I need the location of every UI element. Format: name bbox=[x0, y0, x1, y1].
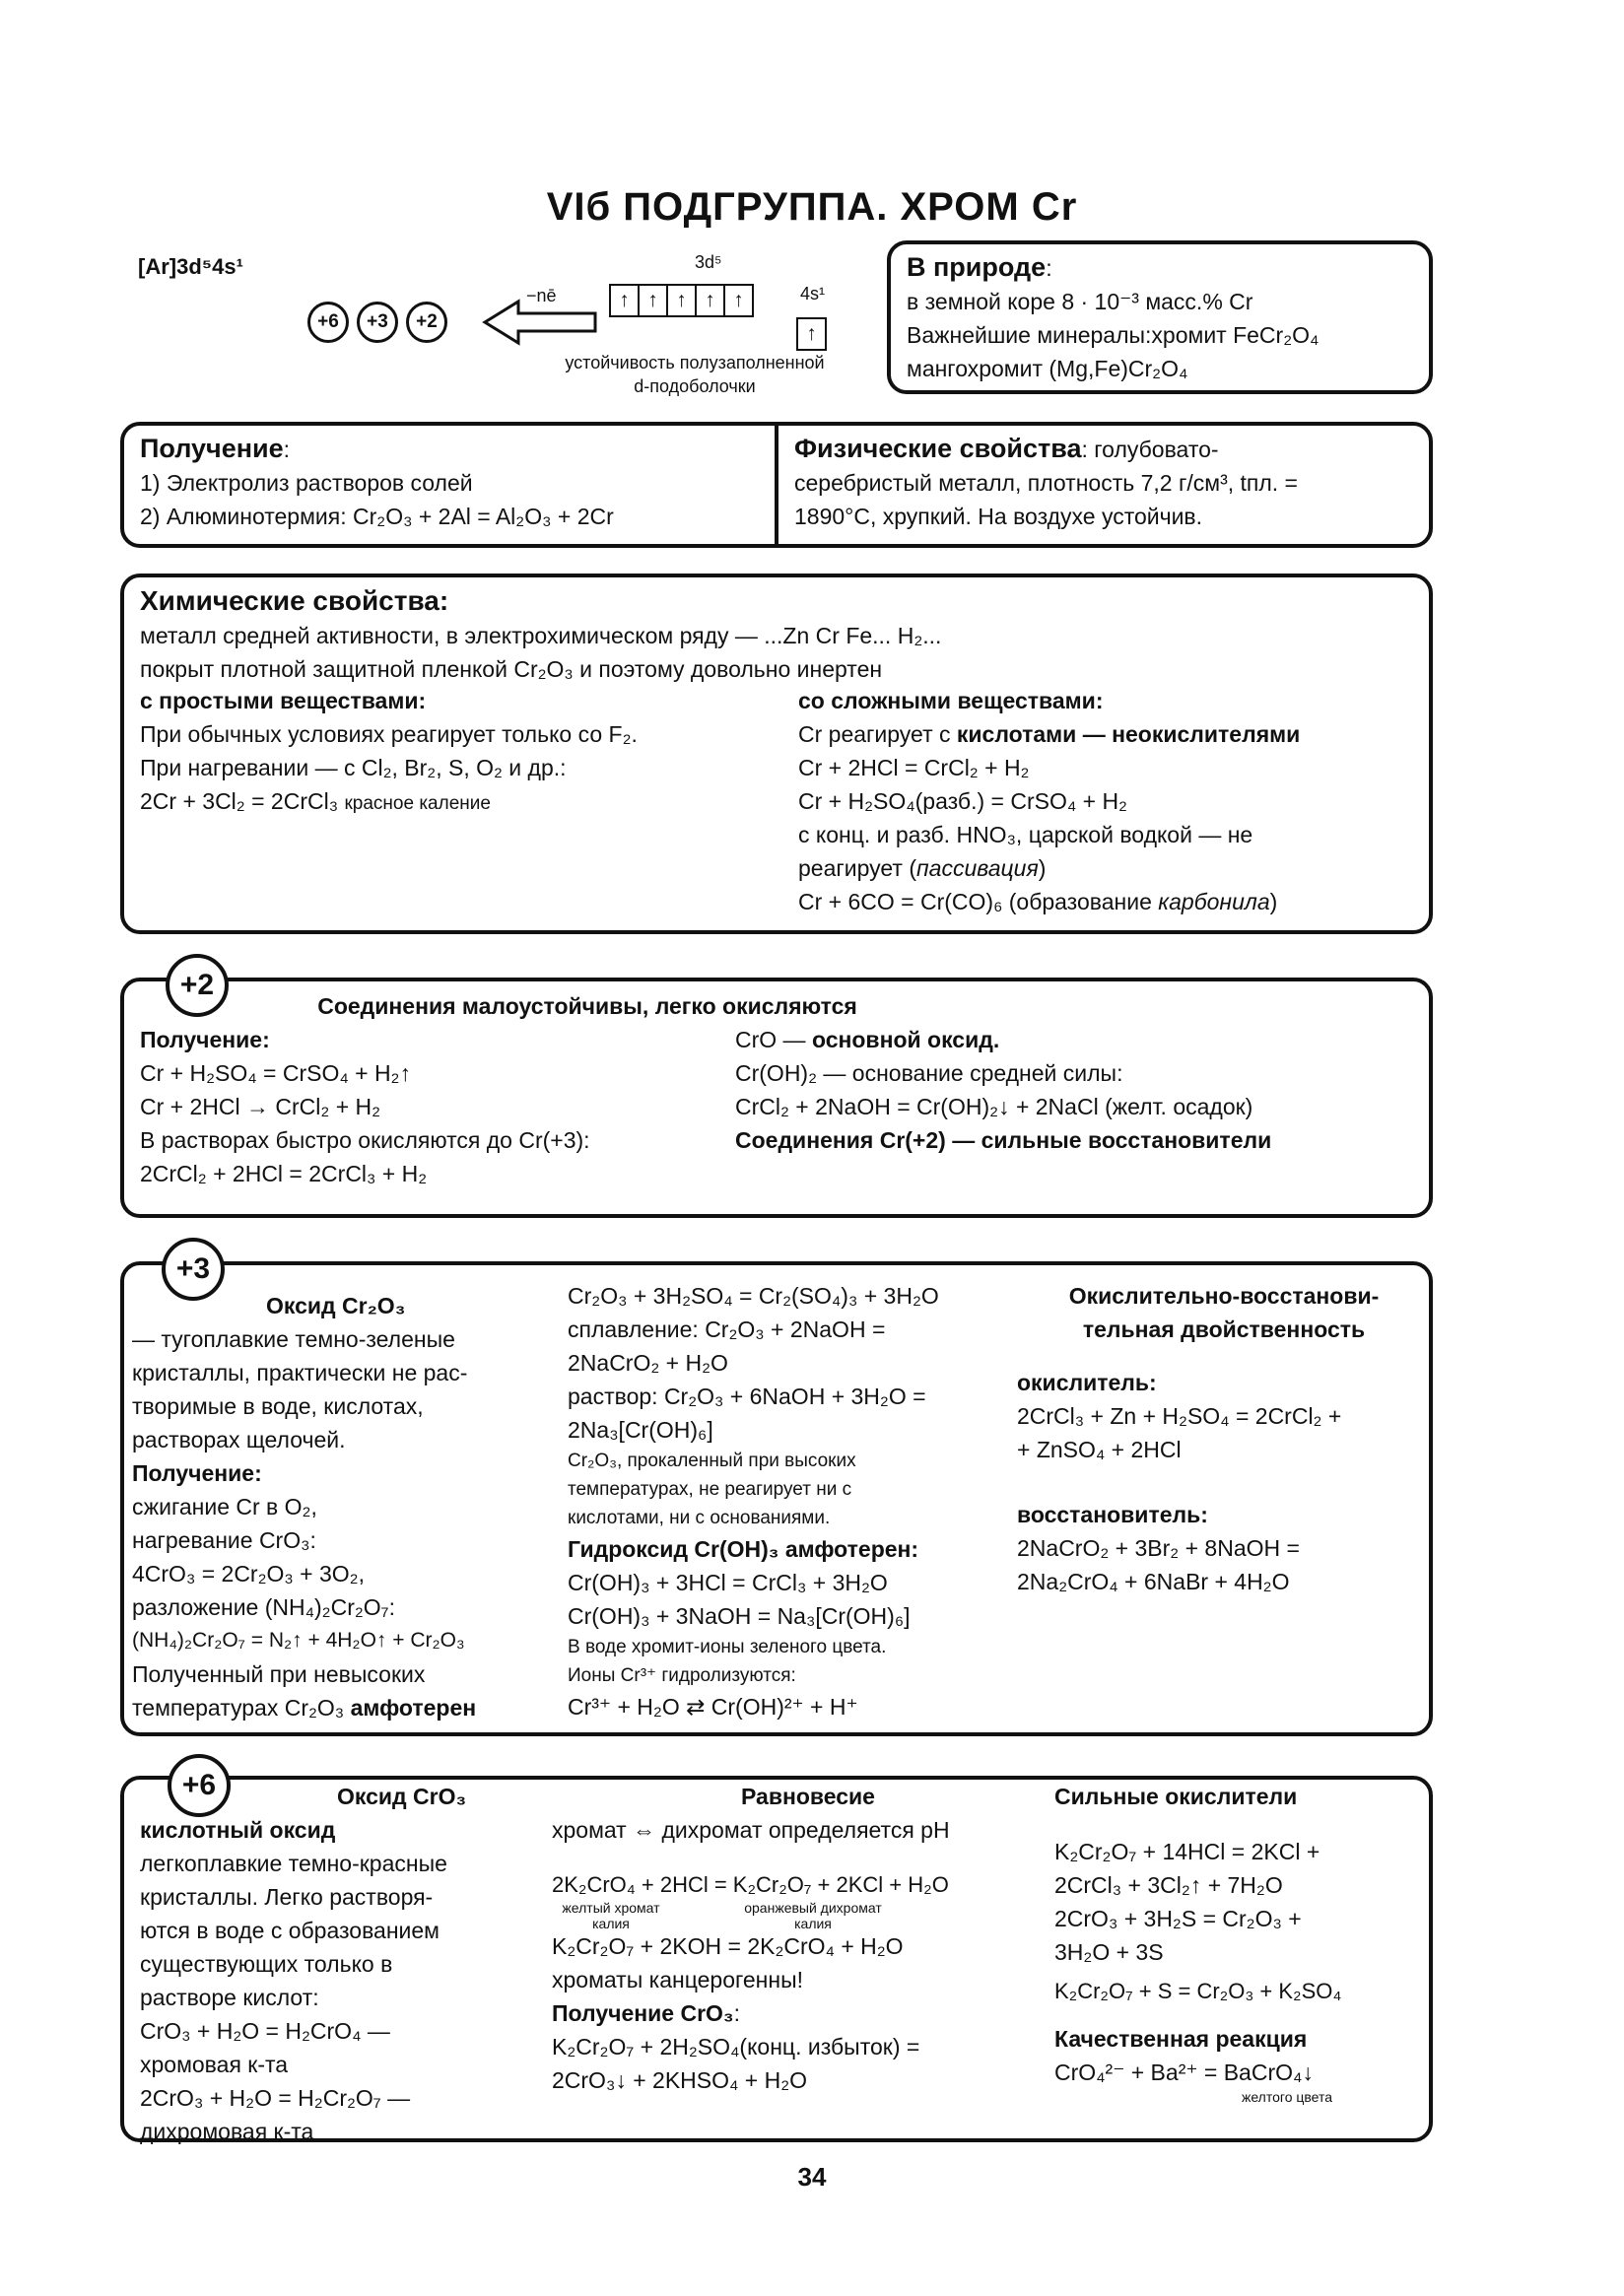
orbital-4s-cells bbox=[796, 317, 825, 351]
chemical-properties-box bbox=[120, 574, 1433, 934]
plus3-production-line: сжигание Cr в O₂, bbox=[132, 1494, 317, 1519]
plus3-oxide-line: кристаллы, практически не рас- bbox=[132, 1360, 468, 1385]
nature-heading: В природе bbox=[907, 252, 1047, 282]
plus2-production-line: В растворах быстро окисляются до Cr(+3): bbox=[140, 1127, 590, 1153]
cro3-production-colon: : bbox=[733, 2000, 740, 2026]
strong-oxidizers-heading: Сильные окислители bbox=[1054, 1784, 1298, 1809]
plus6-left-line: ются в воде с образованием bbox=[140, 1918, 440, 1943]
orbital-cell: ↑ bbox=[695, 284, 725, 317]
plus3-mid-small2: В воде хромит-ионы зеленого цвета. bbox=[568, 1637, 887, 1657]
acidic-oxide: кислотный оксид bbox=[140, 1817, 336, 1843]
page-number: 34 bbox=[797, 2162, 827, 2192]
plus6-left-line: 2CrO₃ + H₂O = H₂Cr₂O₇ — bbox=[140, 2085, 411, 2111]
physical-heading: Физические свойства bbox=[794, 434, 1082, 463]
orbital-note bbox=[532, 351, 857, 398]
yellow-color-note: желтого цвета bbox=[1242, 2089, 1333, 2105]
plus3-production-line: 4CrO₃ = 2Cr₂O₃ + 3O₂, bbox=[132, 1561, 365, 1587]
page-title: VIб ПОДГРУППА. ХРОМ Cr bbox=[546, 185, 1078, 229]
oxidizer-line: + ZnSO₄ + 2HCl bbox=[1017, 1437, 1182, 1462]
complex-line: с конц. и разб. HNO₃, царской водкой — не bbox=[798, 822, 1253, 847]
simple-substances-line: При обычных условиях реагирует только со F₂. bbox=[140, 721, 638, 747]
nature-line: в земной коре 8 · 10⁻³ масс.% Cr bbox=[907, 289, 1253, 314]
plus3-mid-line: раствор: Cr₂O₃ + 6NaOH + 3H₂O = bbox=[568, 1384, 926, 1409]
plus2-production-line: Cr + H₂SO₄ = CrSO₄ + H₂↑ bbox=[140, 1060, 411, 1086]
plus3-mid-small: Cr₂O₃, прокаленный при высоких bbox=[568, 1451, 856, 1471]
plus6-left-line: существующих только в bbox=[140, 1951, 393, 1977]
complex-substances-heading: со сложными веществами: bbox=[798, 688, 1104, 713]
nature-box bbox=[887, 240, 1433, 394]
equilibrium-text: хромат ⇔ дихромат определяется pH bbox=[552, 1817, 950, 1843]
production-line: 1) Электролиз растворов солей bbox=[140, 470, 473, 496]
plus2-production-heading: Получение: bbox=[140, 1027, 270, 1052]
oxidation-state-plus6: +6 bbox=[307, 302, 349, 343]
oxidation-state-plus2: +2 bbox=[406, 302, 447, 343]
column-divider bbox=[775, 426, 778, 544]
plus6-left-line: кристаллы. Легко растворя- bbox=[140, 1884, 434, 1910]
plus3-production-line: разложение (NH₄)₂Cr₂O₇: bbox=[132, 1594, 395, 1620]
strong-oxidizer-line: 2CrO₃ + 3H₂S = Cr₂O₃ + bbox=[1054, 1906, 1302, 1931]
plus6-left-line: хромовая к-та bbox=[140, 2052, 289, 2077]
complex-line: Cr + H₂SO₄(разб.) = CrSO₄ + H₂ bbox=[798, 788, 1127, 814]
oxidation-plus3-box bbox=[120, 1261, 1433, 1736]
equilibrium-heading: Равновесие bbox=[741, 1784, 875, 1809]
chromate-reaction: 2K₂CrO₄ + 2HCl = K₂Cr₂O₇ + 2KCl + H₂O bbox=[552, 1872, 949, 1897]
nature-heading-colon: : bbox=[1046, 255, 1052, 281]
plus3-last-a: температурах Cr₂O₃ bbox=[132, 1695, 351, 1721]
plus2-reducers: Соединения Cr(+2) — сильные восстановители bbox=[735, 1127, 1272, 1153]
plus3-mid-line: 2NaCrO₂ + H₂O bbox=[568, 1350, 728, 1376]
nature-line: мангохромит (Mg,Fe)Cr₂O₄ bbox=[907, 356, 1188, 381]
plus3-mid-small2: Ионы Cr³⁺ гидролизуются: bbox=[568, 1665, 796, 1686]
simple-substances-line: 2Cr + 3Cl₂ = 2CrCl₃ bbox=[140, 788, 339, 814]
physical-heading-rest: : голубовато- bbox=[1081, 437, 1219, 462]
oxidation-plus2-box bbox=[120, 978, 1433, 1218]
strong-oxidizer-line: 3H₂O + 3S bbox=[1054, 1939, 1164, 1965]
production-physical-box bbox=[120, 422, 1433, 548]
plus6-oxide-heading: Оксид CrO₃ bbox=[337, 1784, 467, 1809]
plus6-left-line: CrO₃ + H₂O = H₂CrO₄ — bbox=[140, 2018, 390, 2044]
chemical-heading: Химические свойства: bbox=[140, 585, 449, 616]
plus2-right-line: Cr(OH)₂ — основание средней силы: bbox=[735, 1060, 1123, 1086]
orbital-cell: ↑ bbox=[723, 284, 754, 317]
amphoteric: амфотерен bbox=[350, 1695, 477, 1721]
plus3-mid-line2: Cr(OH)₃ + 3NaOH = Na₃[Cr(OH)₆] bbox=[568, 1603, 911, 1629]
oxidation-state-plus3: +3 bbox=[357, 302, 398, 343]
plus6-left-line: дихромовая к-та bbox=[140, 2119, 314, 2144]
carbonyl-c: ) bbox=[1269, 889, 1278, 914]
oxidizer-line: 2CrCl₃ + Zn + H₂SO₄ = 2CrCl₂ + bbox=[1017, 1403, 1342, 1429]
basic-oxide: основной оксид. bbox=[811, 1027, 1000, 1052]
plus3-production-line: (NH₄)₂Cr₂O₇ = N₂↑ + 4H₂O↑ + Cr₂O₃ bbox=[132, 1629, 465, 1652]
non-oxidizing-acids: кислотами — неокислителями bbox=[956, 721, 1301, 747]
orbital-note-line: устойчивость полузаполненной bbox=[565, 353, 825, 372]
strong-oxidizer-line: K₂Cr₂O₇ + 14HCl = 2KCl + bbox=[1054, 1839, 1320, 1864]
plus2-production-line: Cr + 2HCl → CrCl₂ + H₂ bbox=[140, 1094, 381, 1119]
production-line: 2) Алюминотермия: Cr₂O₃ + 2Al = Al₂O₃ + 2Cr bbox=[140, 504, 614, 529]
orbital-3d-label: 3d⁵ bbox=[695, 252, 722, 272]
plus3-mid-line: сплавление: Cr₂O₃ + 2NaOH = bbox=[568, 1317, 886, 1342]
reducer-line: 2NaCrO₂ + 3Br₂ + 8NaOH = bbox=[1017, 1535, 1300, 1561]
plus3-oxide-line: растворах щелочей. bbox=[132, 1427, 346, 1452]
red-heat-note: красное каление bbox=[344, 793, 491, 814]
reducer-heading: восстановитель: bbox=[1017, 1502, 1208, 1527]
oxidizer-heading: окислитель: bbox=[1017, 1370, 1157, 1395]
complex-line-a: Cr реагирует с bbox=[798, 721, 957, 747]
plus6-left-line: растворе кислот: bbox=[140, 1985, 319, 2010]
plus2-heading: Соединения малоустойчивы, легко окисляются bbox=[317, 993, 857, 1019]
plus3-mid-line: Cr₂O₃ + 3H₂SO₄ = Cr₂(SO₄)₃ + 3H₂O bbox=[568, 1283, 939, 1309]
orbital-cell: ↑ bbox=[609, 284, 640, 317]
plus6-left-line: легкоплавкие темно-красные bbox=[140, 1851, 447, 1876]
orbital-3d-cells bbox=[609, 284, 752, 317]
orbital-cell: ↑ bbox=[796, 317, 827, 351]
simple-substances-heading: с простыми веществами: bbox=[140, 688, 427, 713]
production-heading: Получение bbox=[140, 434, 284, 463]
complex-line: Cr + 2HCl = CrCl₂ + H₂ bbox=[798, 755, 1030, 780]
dichromate-reaction: K₂Cr₂O₇ + 2KOH = 2K₂CrO₄ + H₂O bbox=[552, 1933, 904, 1959]
passivation-c: ) bbox=[1038, 855, 1047, 881]
plus3-production-heading: Получение: bbox=[132, 1460, 262, 1486]
plus3-oxide-heading: Оксид Cr₂O₃ bbox=[266, 1293, 406, 1318]
badge-plus6: +6 bbox=[168, 1754, 231, 1817]
cro3-production-line: K₂Cr₂O₇ + 2H₂SO₄(конц. избыток) = bbox=[552, 2034, 920, 2060]
orbital-cell: ↑ bbox=[666, 284, 697, 317]
plus3-mid-line: 2Na₃[Cr(OH)₆] bbox=[568, 1417, 713, 1443]
badge-plus3: +3 bbox=[162, 1238, 225, 1301]
orbital-4s-label: 4s¹ bbox=[800, 284, 826, 304]
strong-oxidizer-line: 2CrCl₃ + 3Cl₂↑ + 7H₂O bbox=[1054, 1872, 1283, 1898]
carbonyl-term: карбонила bbox=[1158, 889, 1270, 914]
plus2-right-line: CrCl₂ + 2NaOH = Cr(OH)₂↓ + 2NaCl (желт. осадок) bbox=[735, 1094, 1253, 1119]
redox-heading: тельная двойственность bbox=[1082, 1317, 1366, 1342]
passivation-term: пассивация bbox=[916, 855, 1039, 881]
physical-line: серебристый металл, плотность 7,2 г/см³, tпл. = bbox=[794, 470, 1298, 496]
hydrolysis-equation: Cr³⁺ + H₂O ⇄ Cr(OH)²⁺ + H⁺ bbox=[568, 1694, 858, 1720]
oxidation-plus6-box bbox=[120, 1776, 1433, 2142]
quality-reaction-heading: Качественная реакция bbox=[1054, 2026, 1308, 2052]
orbital-cell: ↑ bbox=[638, 284, 668, 317]
orbital-note-line: d-подоболочки bbox=[634, 376, 756, 396]
simple-substances-line: При нагревании — с Cl₂, Br₂, S, O₂ и др.: bbox=[140, 755, 567, 780]
plus3-production-line: Полученный при невысоких bbox=[132, 1661, 426, 1687]
reducer-line: 2Na₂CrO₄ + 6NaBr + 4H₂O bbox=[1017, 1569, 1290, 1594]
plus2-production-line: 2CrCl₂ + 2HCl = 2CrCl₃ + H₂ bbox=[140, 1161, 428, 1186]
hydroxide-amphoteric: Гидроксид Cr(OH)₃ амфотерен: bbox=[568, 1536, 919, 1562]
cro3-production-heading: Получение CrO₃ bbox=[552, 2000, 734, 2026]
quality-reaction-equation: CrO₄²⁻ + Ba²⁺ = BaCrO₄↓ bbox=[1054, 2060, 1314, 2085]
electron-loss-label: −nē bbox=[526, 286, 557, 305]
plus3-mid-line2: Cr(OH)₃ + 3HCl = CrCl₃ + 3H₂O bbox=[568, 1570, 888, 1595]
plus3-oxide-line: творимые в воде, кислотах, bbox=[132, 1393, 424, 1419]
nature-line: Важнейшие минералы:хромит FeCr₂O₄ bbox=[907, 322, 1320, 348]
cro3-production-line: 2CrO₃↓ + 2KHSO₄ + H₂O bbox=[552, 2067, 808, 2093]
redox-heading: Окислительно-восстанови- bbox=[1068, 1283, 1380, 1309]
chemical-intro-line: металл средней активности, в электрохимическом ряду — ...Zn Cr Fe... H₂... bbox=[140, 623, 942, 648]
plus3-production-line: нагревание CrO₃: bbox=[132, 1527, 316, 1553]
plus3-mid-small: температурах, не реагирует ни с bbox=[568, 1479, 852, 1500]
production-colon: : bbox=[283, 437, 291, 462]
plus3-mid-small: кислотами, ни с основаниями. bbox=[568, 1508, 831, 1528]
passivation-a: реагирует ( bbox=[798, 855, 916, 881]
chemical-intro-line: покрыт плотной защитной пленкой Cr₂O₃ и поэтому довольно инертен bbox=[140, 656, 883, 682]
cro-label: CrO — bbox=[735, 1027, 812, 1052]
yellow-chromate-note: желтый хромат калия bbox=[562, 1900, 660, 1931]
badge-plus2: +2 bbox=[166, 954, 229, 1017]
plus3-oxide-line: — тугоплавкие темно-зеленые bbox=[132, 1326, 455, 1352]
carbonyl-a: Cr + 6CO = Cr(CO)₆ (образование bbox=[798, 889, 1159, 914]
orange-dichromate-note: оранжевый дихромат калия bbox=[744, 1900, 882, 1931]
strong-oxidizer-line: K₂Cr₂O₇ + S = Cr₂O₃ + K₂SO₄ bbox=[1054, 1979, 1342, 2003]
carcinogenic-note: хроматы канцерогенны! bbox=[552, 1967, 803, 1992]
physical-line: 1890°C, хрупкий. На воздухе устойчив. bbox=[794, 504, 1203, 529]
electron-configuration: [Ar]3d⁵4s¹ bbox=[138, 254, 243, 279]
